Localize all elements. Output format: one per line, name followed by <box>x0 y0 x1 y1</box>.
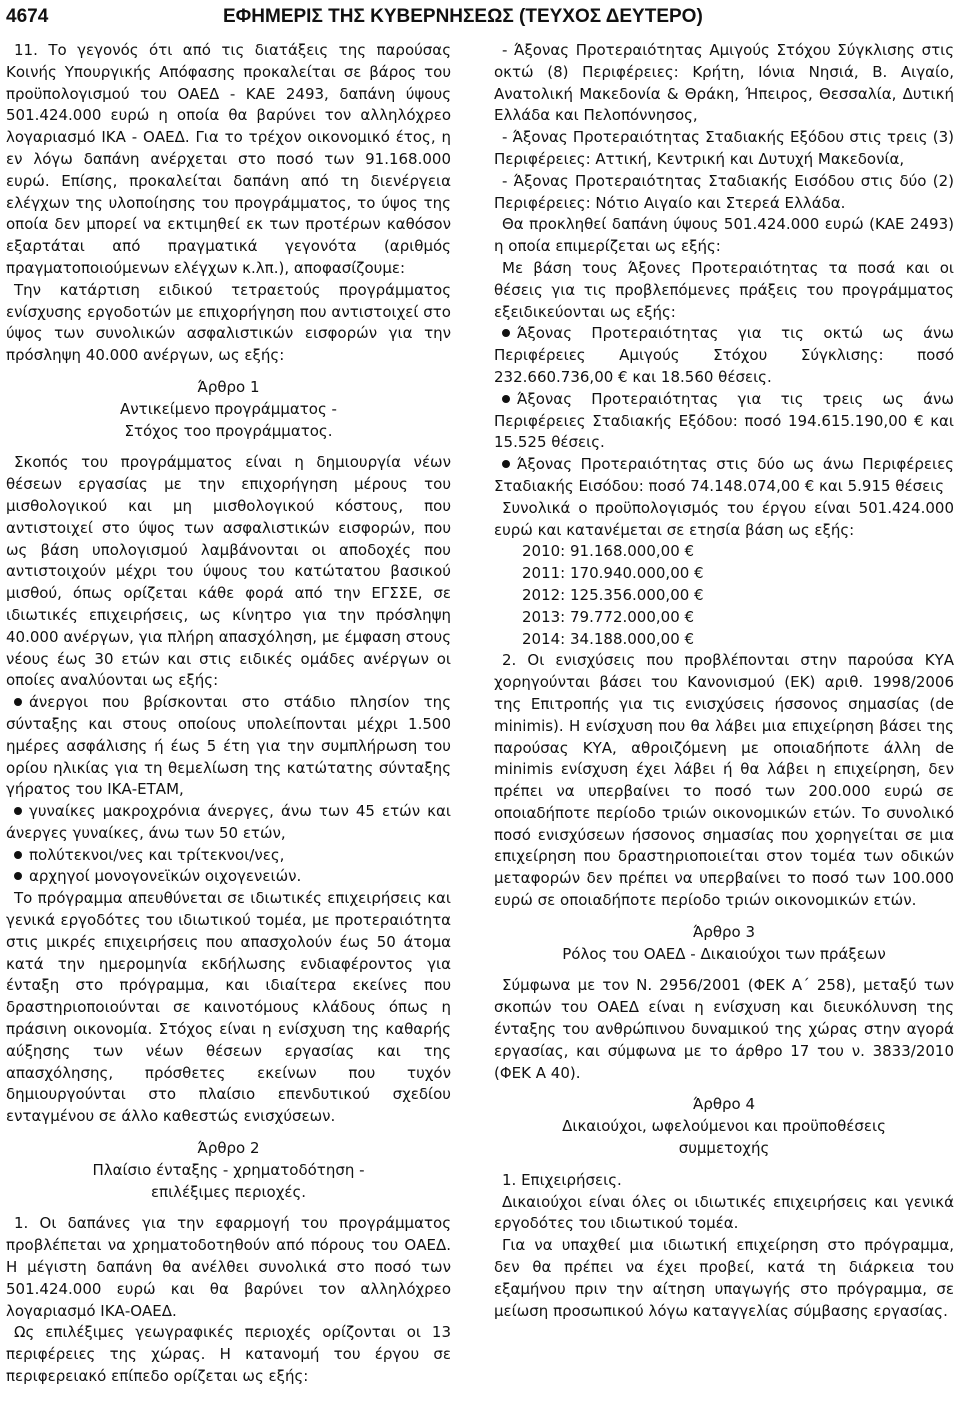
budget-amount: 2011: 170.940.000,00 € <box>522 564 704 583</box>
budget-amount: 2012: 125.356.000,00 € <box>522 585 704 604</box>
paragraph: Για να υπαχθεί μια ιδιωτική επιχείρηση στο πρόγραμμα, δεν θα πρέπει να έχει προβεί, κατά τη διάρκεια του εξαμήνου πριν την αίτηση υπαγωγής στο πρόγραμμα, σε μείωση προσωπικού λόγω καταγγελίας σύμβασης εργασίας. <box>494 1236 954 1320</box>
paragraph: - Άξονας Προτεραιότητας Σταδιακής Εισόδου στις δύο (2) Περιφέρειες: Νότιο Αιγαίο και Στερεά Ελλάδα. <box>494 171 954 212</box>
bullet-item: Άξονας Προτεραιότητας για τις τρεις ως άνω Περιφέρειες Σταδιακής Εξόδου: ποσό 194.615.190,00 € και 15.525 θέσεις. <box>494 389 954 452</box>
bullet-icon <box>14 872 22 880</box>
bullet-icon <box>14 698 22 706</box>
article-heading: Άρθρο 4 <box>692 1095 756 1114</box>
budget-amount: 2013: 79.772.000,00 € <box>522 607 695 626</box>
paragraph: Την κατάρτιση ειδικού τετραετούς προγράμματος ενίσχυσης εργοδοτών με επιχορήγηση που αντιστοιχεί στο ύψος των συνολικών ασφαλιστικών εισφορών για την πρόσληψη 40.000 ανέργων, ως εξής: <box>6 280 451 365</box>
article-heading: Άρθρο 2 <box>197 1139 260 1158</box>
paragraph: - Άξονας Προτεραιότητας Σταδιακής Εξόδου στις τρεις (3) Περιφέρειες: Αττική, Κεντρική και Δυτυχή Μακεδονία, <box>494 128 954 168</box>
bullet-icon <box>502 460 510 468</box>
paragraph: 1. Οι δαπάνες για την εφαρμογή του προγράμματος προβλέπεται να χρηματοδοτηθούν από πόρους του ΟΑΕΔ. Η μέγιστη δαπάνη θα ανέλθει συνολικά στο ποσό των 501.424.000 ευρώ και θα βαρύνει τον αλληλόχρεο λογαριασμό ΙΚΑ-ΟΑΕΔ. <box>6 1214 451 1320</box>
bullet-item: γυναίκες μακροχρόνια άνεργες, άνω των 45 ετών και άνεργες γυναίκες, άνω των 50 ετών, <box>6 802 451 842</box>
bullet-icon <box>14 807 22 815</box>
paragraph: Σκοπός του προγράμματος είναι η δημιουργία νέων θέσεων εργασίας με την επιχορήγηση μέρους του μισθολογικού και μη μισθολογικού κόστους, που αντιστοιχεί στο ύψος των ασφαλιστικών εισφορών, που ως βάση υπολογισμού λαμβάνονται οι αποδοχές που αντιστοιχούν μέχρι του ύψους του κατώτατου βασικού μισθού, όπως ορίζεται κάθε φορά από την ΕΓΣΣΕ, σε ιδιωτικές επιχειρήσεις, ως κίνητρο για την πρόσληψη 40.000 ανέργων, για πλήρη απασχόληση, με έμφαση στους νέους έως 30 ετών και στις ειδικές ομάδες ανέργων οι οποίες αναλύονται ως εξής: <box>6 453 451 690</box>
paragraph: Το πρόγραμμα απευθύνεται σε ιδιωτικές επιχειρήσεις και γενικά εργοδότες του ιδιωτικού τομέα, με προτεραιότητα στις μικρές επιχειρήσεις που απασχολούν έως 50 άτομα κατά την ημερομηνία εκδήλωσης ενδιαφέροντος για ένταξη στο πρόγραμμα, και ιδιαίτερα εκείνες που δραστηριοποιούνται σε καινοτόμους κλάδους όπως η πράσινη οικονομία. Στόχος είναι η ενίσχυση της καθαρής αύξησης των νέων θέσεων εργασίας και της απασχόλησης, πρόσθετες εκείνων που τυχόν δημιουργούνται στο πλαίσιο επενδυτικού σχεδίου ενταγμένου σε άλλο καθεστώς ενισχύσεων. <box>6 889 451 1126</box>
paragraph: Δικαιούχοι είναι όλες οι ιδιωτικές επιχειρήσεις και γενικά εργοδότες του ιδιωτικού τομέα. <box>494 1192 954 1233</box>
bullet-item: Άξονας Προτεραιότητας στις δύο ως άνω Περιφέρειες Σταδιακής Εισόδου: ποσό 74.148.074,00 € και 5.915 θέσεις <box>494 455 954 495</box>
left-column <box>6 40 451 1388</box>
article-subtitle: επιλέξιμες περιοχές. <box>150 1182 307 1201</box>
article-subtitle: Στόχος τοο προγράμματος. <box>124 421 333 440</box>
page-number: 4674 <box>6 6 49 27</box>
bullet-item: αρχηγοί μονογονεϊκών οιχογενειών. <box>6 866 451 888</box>
budget-amount: 2010: 91.168.000,00 € <box>522 542 695 561</box>
bullet-icon <box>502 329 510 337</box>
page-header <box>0 0 960 40</box>
paragraph: 1. Επιχειρήσεις. <box>502 1170 622 1189</box>
bullet-icon <box>502 395 510 403</box>
gazette-title: ΕΦΗΜΕΡΙΣ ΤΗΣ ΚΥΒΕΡΝΗΣΕΩΣ (ΤΕΥΧΟΣ ΔΕΥΤΕΡΟ) <box>223 6 703 27</box>
article-subtitle: συμμετοχής <box>678 1139 770 1158</box>
bullet-item: Άξονας Προτεραιότητας για τις οκτώ ως άνω Περιφέρειες Αμιγούς Στόχου Σύγκλισης: ποσό 232.660.736,00 € και 18.560 θέσεις. <box>494 324 954 386</box>
paragraph: Θα προκληθεί δαπάνη ύψους 501.424.000 ευρώ (ΚΑΕ 2493) η οποία επιμερίζεται ως εξής: <box>494 215 954 256</box>
bullet-item: άνεργοι που βρίσκονται στο στάδιο πλησίον της σύνταξης και στους οποίους υπολείπονται μέχρι 1.500 ημέρες ασφάλισης ή έως 5 έτη για την συμπλήρωση του ορίου ηλικίας για τη θεμελίωση της κατώτατης σύνταξης γήρατος του ΙΚΑ-ΕΤΑΜ, <box>6 693 451 799</box>
bullet-item: πολύτεκνοι/νες και τρίτεκνοι/νες, <box>6 845 451 867</box>
paragraph: Σύμφωνα με τον Ν. 2956/2001 (ΦΕΚ Α΄ 258), μεταξύ των σκοπών του ΟΑΕΔ είναι η ενίσχυση και διευκόλυνση της ένταξης του ανθρώπινου δυναμικού της χώρας στην αγορά εργασίας, και σύμφωνα με το άρθρο 17 του ν. 3833/2010 (ΦΕΚ Α 40). <box>494 976 954 1082</box>
paragraph: 11. Το γεγονός ότι από τις διατάξεις της παρούσας Κοινής Υπουργικής Απόφασης προκαλείται σε βάρος του προϋπολογισμού του ΟΑΕΔ - ΚΑΕ 2493, δαπάνη ύψους 501.424.000 ευρώ η οποία θα βαρύνει τον αλληλόχρεο λογαριασμό ΙΚΑ - ΟΑΕΔ. Για το τρέχον οικονομικό έτος, η εν λόγω δαπάνη ανέρχεται στο ποσό των 91.168.000 ευρώ. Επίσης, προκαλείται δαπάνη από τη διενέργεια ελέγχων της υλοποίησης του προγράμματος, το ύψος της οποία δεν μπορεί να εκτιμηθεί εκ των προτέρων καθόσον εξαρτάται από πραγματικά γεγονότα (αριθμός πραγματοποιούμενων ελέγχων κ.λπ.), αποφασίζουμε: <box>6 41 451 277</box>
article-heading: Άρθρο 3 <box>692 922 756 941</box>
article-subtitle: Δικαιούχοι, ωφελούμενοι και προϋποθέσεις <box>562 1117 886 1136</box>
right-column <box>494 40 954 1322</box>
budget-amount: 2014: 34.188.000,00 € <box>522 629 695 648</box>
paragraph: 2. Οι ενισχύσεις που προβλέπονται στην παρούσα ΚΥΑ χορηγούνται βάσει του Κανονισμού (ΕΚ) αριθ. 1998/2006 της Επιτροπής για τις ενισχύσεις ήσσονος σημασίας (de minimis). Η ενίσχυση που θα λάβει μια επιχείρηση βάσει της παρούσας ΚΥΑ, αθροιζόμενη με οποιαδήποτε άλλη de minimis ενίσχυση έχει λάβει ή θα λάβει η επιχείρηση, δεν πρέπει να υπερβαίνει το ποσό των 200.000 ευρώ σε οποιαδήποτε περίοδο τριών οικονομικών ετών. Το συνολικό ποσό ενισχύσεων ήσσονος σημασίας που χορηγείται σε μια επιχείρηση που δραστηριοποιείται στον τομέα των οδικών μεταφορών δεν πρέπει να υπερβαίνει το ποσό των 100.000 ευρώ σε οποιαδήποτε περίοδο τριών οικονομικών ετών. <box>494 651 954 910</box>
article-heading: Άρθρο 1 <box>197 377 260 396</box>
paragraph: - Άξονας Προτεραιότητας Αμιγούς Στόχου Σύγκλισης στις οκτώ (8) Περιφέρειες: Κρήτη, Ιόνια Νησιά, Β. Αιγαίο, Ανατολική Μακεδονία & Θράκη, Ήπειρος, Θεσσαλία, Δυτική Ελλάδα και Πελοπόννησος, <box>494 41 954 125</box>
article-subtitle: Ρόλος του ΟΑΕΔ - Δικαιούχοι των πράξεων <box>562 944 886 963</box>
paragraph: Με βάση τους Άξονες Προτεραιότητας τα ποσά και οι θέσεις για τις προβλεπόμενες πράξεις του προγράμματος εξειδικεύονται ως εξής: <box>494 258 954 321</box>
article-subtitle: Πλαίσιο ένταξης - χρηματοδότηση - <box>92 1160 365 1179</box>
article-subtitle: Αντικείμενο προγράμματος - <box>120 399 337 418</box>
bullet-icon <box>14 851 22 859</box>
paragraph: Συνολικά ο προϋπολογισμός του έργου είναι 501.424.000 ευρώ και κατανέμεται σε ετησία βάση ως εξής: <box>494 498 954 539</box>
paragraph: Ως επιλέξιμες γεωγραφικές περιοχές ορίζονται οι 13 περιφέρειες της χώρας. Η κατανομή του έργου σε περιφερειακό επίπεδο ορίζεται ως εξής: <box>6 1323 451 1386</box>
